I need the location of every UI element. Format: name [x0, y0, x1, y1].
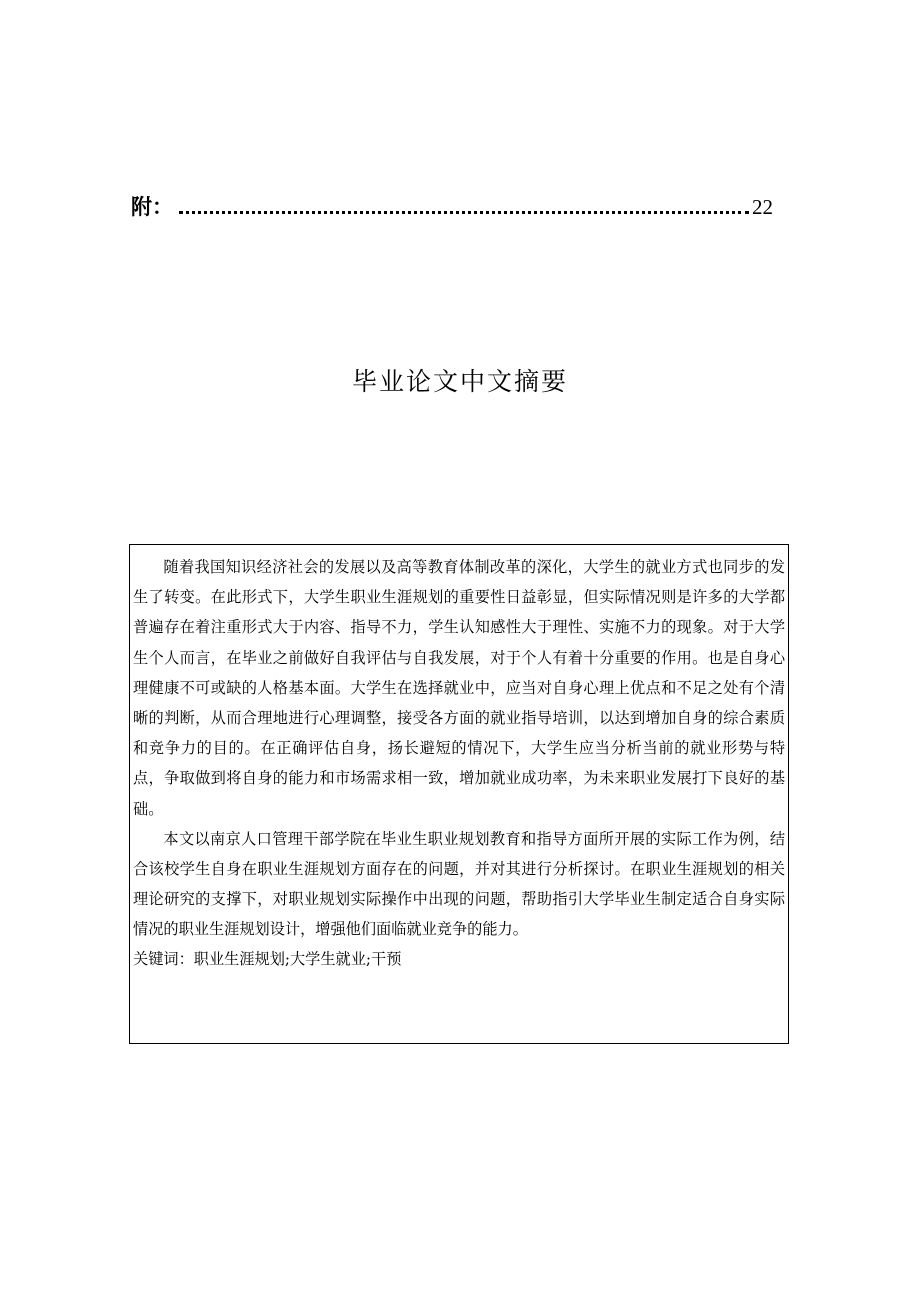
abstract-keywords: 关键词：职业生涯规划;大学生就业;干预 [133, 949, 402, 968]
abstract-paragraph-1: 随着我国知识经济社会的发展以及高等教育体制改革的深化，大学生的就业方式也同步的发生了转变。在此形式下，大学生职业生涯规划的重要性日益彰显，但实际情况则是许多的大学都普遍存在着注重形式大于内容、指导不力，学生认知感性大于理性、实施不力的现象。对于大学生个人而言，在毕业之前做好自我评估与自我发展，对于个人有着十分重要的作用。也是自身心理健康不可或缺的人格基本面。大学生在选择就业中，应当对自身心理上优点和不足之处有个清晰的判断，从而合理地进行心理调整，接受各方面的就业指导培训，以达到增加自身的综合素质和竞争力的目的。在正确评估自身，扬长避短的情况下，大学生应当分析当前的就业形势与特点，争取做到将自身的能力和市场需求相一致，增加就业成功率，为未来职业发展打下良好的基础。 [133, 558, 785, 818]
toc-entry-appendix [131, 188, 773, 222]
toc-leader-dots [179, 210, 749, 214]
toc-label: 附： [131, 195, 173, 219]
abstract-paragraph-2: 本文以南京人口管理干部学院在毕业生职业规划教育和指导方面所开展的实际工作为例，结合该校学生自身在职业生涯规划方面存在的问题，并对其进行分析探讨。在职业生涯规划的相关理论研究的支撑下，对职业规划实际操作中出现的问题，帮助指引大学毕业生制定适合自身实际情况的职业生涯规划设计，增强他们面临就业竞争的能力。 [133, 829, 785, 939]
abstract-title: 毕业论文中文摘要 [351, 367, 568, 396]
toc-page-number: 22 [752, 195, 773, 219]
abstract-box [129, 544, 789, 1044]
